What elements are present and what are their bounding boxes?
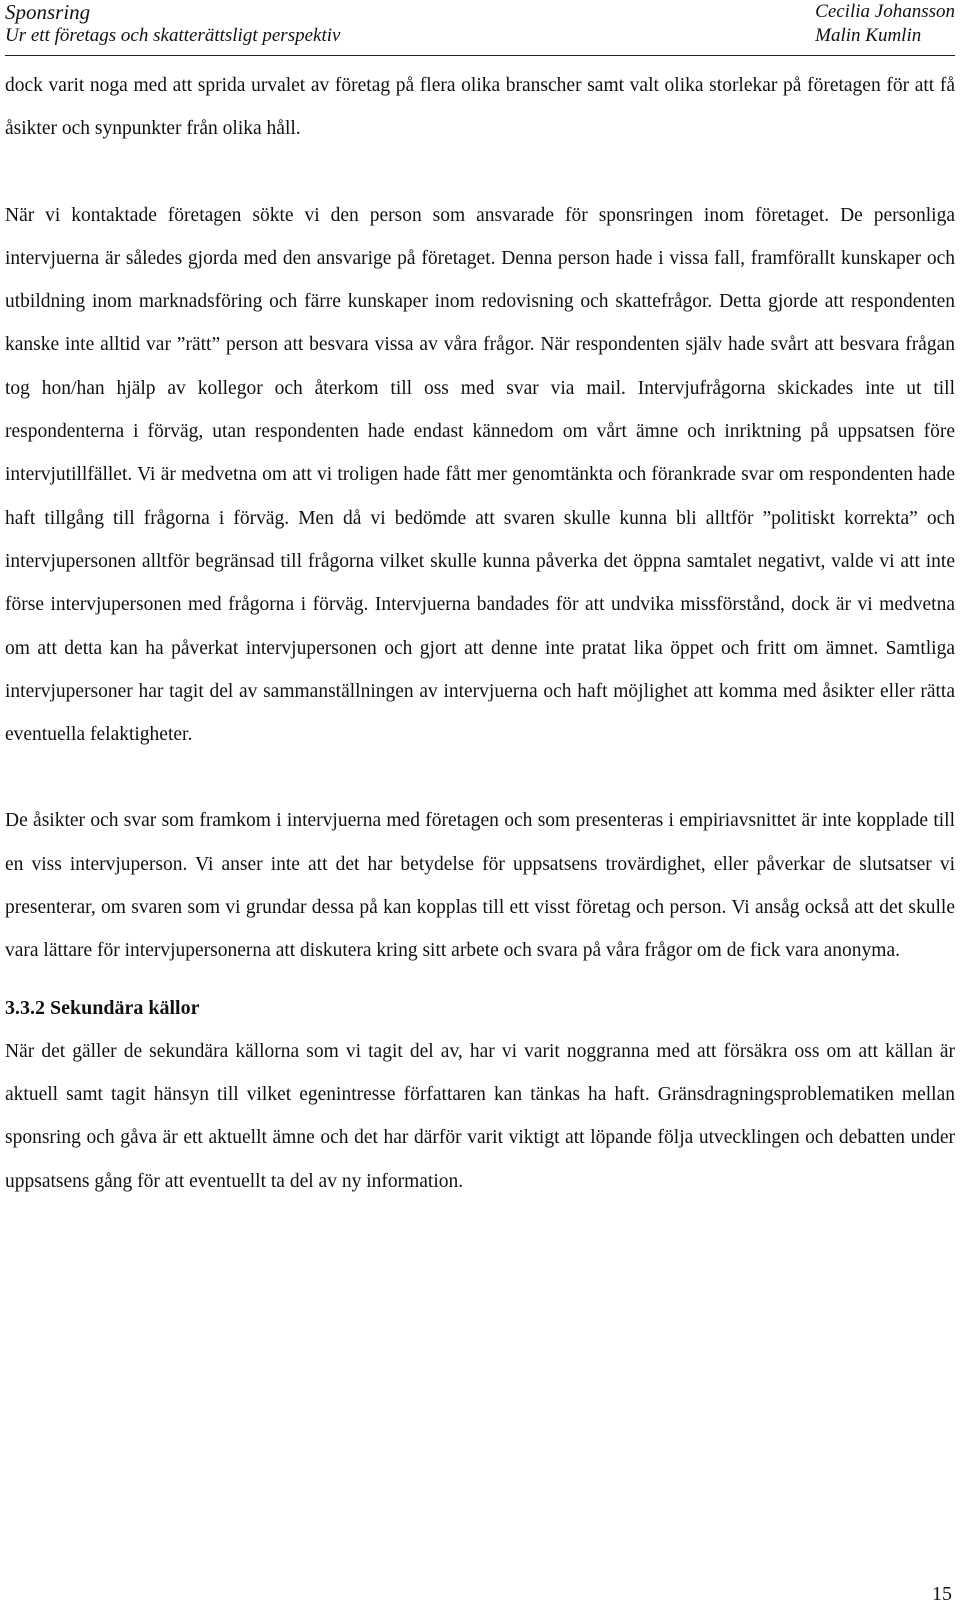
body-paragraph: De åsikter och svar som framkom i intervjuerna med företagen och som presenteras i empiriavsnittet är inte kopplade till en viss intervjuperson. Vi anser inte att det har betydelse för uppsatsens trovärdighet, eller påverkar de slutsatser vi presenterar, om svaren som vi grundar dessa på kan kopplas till ett visst företag och person. Vi ansåg också att det skulle vara lättare för intervjupersonerna att diskutera kring sitt arbete och svara på våra frågor om de fick vara anonyma. [5,810,955,962]
body-paragraph: dock varit noga med att sprida urvalet av företag på flera olika branscher samt valt olika storlekar på företagen för att få åsikter och synpunkter från olika håll. [5,75,955,140]
document-body [5,64,955,1203]
author-name: Malin Kumlin [815,25,922,46]
header-divider [5,55,955,56]
body-paragraph: När vi kontaktade företagen sökte vi den person som ansvarade för sponsringen inom företaget. De personliga intervjuerna är således gjorda med den ansvarige på företaget. Denna person hade i vissa fall, framförallt kunskaper och utbildning inom marknadsföring och färre kunskaper inom redovisning och skattefrågor. Detta gjorde att respondenten kanske inte alltid var ”rätt” person att besvara vissa av våra frågor. När respondenten själv hade svårt att besvara frågan tog hon/han hjälp av kollegor och återkom till oss med svar via mail. Intervjufrågorna skickades inte ut till respondenterna i förväg, utan respondenten hade endast kännedom om vårt ämne och inriktning på uppsatsen före intervjutillfället. Vi är medvetna om att vi troligen hade fått mer genomtänkta och förankrade svar om respondenten hade haft tillgång till frågorna i förväg. Men då vi bedömde att svaren skulle kunna bli alltför ”politiskt korrekta” och intervjupersonen alltför begränsad till frågorna vilket skulle kunna påverka det öppna samtalet negativt, valde vi att inte förse intervjupersonen med frågorna i förväg. Intervjuerna bandades för att undvika missförstånd, dock är vi medvetna om att detta kan ha påverkat intervjupersonen och gjort att denne inte pratat lika öppet och fritt om ämnet. Samtliga intervjupersoner har tagit del av sammanställningen av intervjuerna och haft möjlighet att komma med åsikter eller rätta eventuella felaktigheter. [5,204,955,746]
page-number: 15 [932,1583,952,1605]
header-left [5,0,340,48]
document-title: Sponsring [5,0,91,24]
author-name: Cecilia Johansson [815,1,955,22]
section-heading: 3.3.2 Sekundära källor [5,996,200,1019]
body-paragraph: När det gäller de sekundära källorna som vi tagit del av, har vi varit noggranna med att försäkra oss om att källan är aktuell samt tagit hänsyn till vilket egenintresse författaren kan tänkas ha haft. Gränsdragningsproblematiken mellan sponsring och gåva är ett aktuellt ämne och det har därför varit viktigt att löpande följa utvecklingen och debatten under uppsatsens gång för att eventuellt ta del av ny information. [5,1040,955,1192]
document-subtitle: Ur ett företags och skatterättsligt perspektiv [5,25,341,46]
page-header [5,0,955,56]
header-authors [815,0,955,48]
